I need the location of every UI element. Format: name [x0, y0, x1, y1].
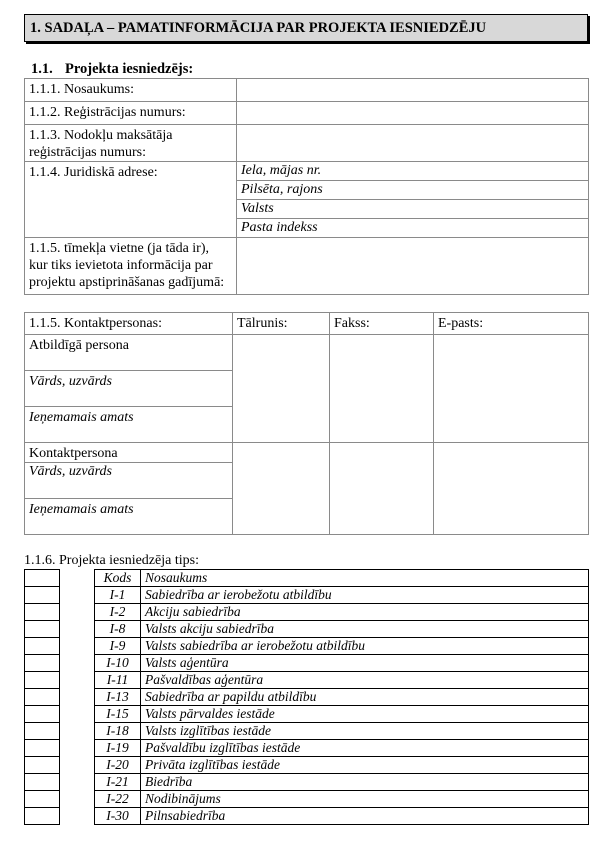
type-name: Pašvaldību izglītības iestāde — [141, 740, 589, 757]
website-field[interactable] — [237, 238, 589, 295]
type-row — [95, 621, 589, 638]
type-name: Akciju sabiedrība — [141, 604, 589, 621]
type-code: I-18 — [95, 723, 141, 740]
type-code: I-10 — [95, 655, 141, 672]
contact-email-field[interactable] — [434, 443, 589, 535]
website-label — [25, 238, 237, 295]
contact-fax-field[interactable] — [330, 443, 434, 535]
type-name: Valsts sabiedrība ar ierobežotu atbildību — [141, 638, 589, 655]
type-checkbox[interactable] — [25, 570, 60, 587]
type-code: I-22 — [95, 791, 141, 808]
type-checkbox[interactable] — [25, 655, 60, 672]
contact-phone-field[interactable] — [233, 443, 330, 535]
tax-number-label-line2: reģistrācijas numurs: — [29, 145, 147, 160]
applicant-heading-text: Projekta iesniedzējs: — [65, 61, 194, 77]
type-code: I-1 — [95, 587, 141, 604]
contact-person-title: Kontaktpersona — [25, 443, 233, 463]
applicant-type-label: 1.1.6. Projekta iesniedzēja tips: — [24, 553, 199, 568]
type-checkbox[interactable] — [25, 672, 60, 689]
type-checkbox[interactable] — [25, 723, 60, 740]
type-name: Privāta izglītības iestāde — [141, 757, 589, 774]
type-checkbox[interactable] — [25, 604, 60, 621]
type-row — [95, 757, 589, 774]
type-name: Pilnsabiedrība — [141, 808, 589, 825]
contacts-header: 1.1.5. Kontaktpersonas: — [25, 313, 233, 335]
responsible-phone-field[interactable] — [233, 335, 330, 443]
address-country-field[interactable]: Valsts — [237, 200, 589, 219]
section-title: 1. SADAĻA – PAMATINFORMĀCIJA PAR PROJEKTA IESNIEDZĒJU — [24, 14, 588, 42]
contacts-table — [24, 312, 589, 535]
responsible-name-field[interactable]: Vārds, uzvārds — [25, 371, 233, 407]
type-name: Biedrība — [141, 774, 589, 791]
address-city-field[interactable]: Pilsēta, rajons — [237, 181, 589, 200]
type-code: I-2 — [95, 604, 141, 621]
website-label-line1: 1.1.5. tīmekļa vietne (ja tāda ir), — [29, 241, 209, 256]
type-checkbox[interactable] — [25, 621, 60, 638]
fax-header: Fakss: — [330, 313, 434, 335]
tax-number-field[interactable] — [237, 125, 589, 162]
name-field[interactable] — [237, 79, 589, 102]
responsible-position-field[interactable]: Ieņemamais amats — [25, 407, 233, 443]
type-name: Nodibinājums — [141, 791, 589, 808]
type-code: I-15 — [95, 706, 141, 723]
type-row — [95, 774, 589, 791]
type-checkbox[interactable] — [25, 638, 60, 655]
type-name: Valsts pārvaldes iestāde — [141, 706, 589, 723]
type-code: I-19 — [95, 740, 141, 757]
type-checkbox[interactable] — [25, 689, 60, 706]
applicant-type-checkboxes — [24, 569, 60, 825]
phone-header: Tālrunis: — [233, 313, 330, 335]
type-checkbox[interactable] — [25, 808, 60, 825]
tax-number-label-line1: 1.1.3. Nodokļu maksātāja — [29, 128, 173, 143]
type-row — [95, 638, 589, 655]
applicant-table — [24, 78, 589, 295]
website-label-line2: kur tiks ievietota informācija par — [29, 258, 213, 273]
type-row — [95, 655, 589, 672]
type-name: Pašvaldības aģentūra — [141, 672, 589, 689]
type-name: Valsts izglītības iestāde — [141, 723, 589, 740]
name-label: 1.1.1. Nosaukums: — [25, 79, 237, 102]
type-checkbox[interactable] — [25, 774, 60, 791]
type-code: I-13 — [95, 689, 141, 706]
type-checkbox[interactable] — [25, 791, 60, 808]
address-label: 1.1.4. Juridiskā adrese: — [25, 162, 237, 238]
applicant-heading — [31, 61, 193, 78]
name-header: Nosaukums — [141, 570, 589, 587]
type-checkbox[interactable] — [25, 587, 60, 604]
tax-number-label — [25, 125, 237, 162]
type-code: I-30 — [95, 808, 141, 825]
type-row — [95, 587, 589, 604]
type-row — [95, 723, 589, 740]
applicant-type-table — [94, 569, 589, 825]
type-row — [95, 672, 589, 689]
type-row — [95, 791, 589, 808]
applicant-heading-number: 1.1. — [31, 61, 53, 77]
address-postcode-field[interactable]: Pasta indekss — [237, 219, 589, 238]
type-checkbox[interactable] — [25, 757, 60, 774]
responsible-person-title: Atbildīgā persona — [25, 335, 233, 371]
type-code: I-21 — [95, 774, 141, 791]
type-name: Valsts akciju sabiedrība — [141, 621, 589, 638]
reg-number-label: 1.1.2. Reģistrācijas numurs: — [25, 102, 237, 125]
type-row — [95, 689, 589, 706]
type-name: Sabiedrība ar papildu atbildību — [141, 689, 589, 706]
type-row — [95, 604, 589, 621]
type-code: I-9 — [95, 638, 141, 655]
contact-name-field[interactable]: Vārds, uzvārds — [25, 463, 233, 499]
responsible-fax-field[interactable] — [330, 335, 434, 443]
email-header: E-pasts: — [434, 313, 589, 335]
reg-number-field[interactable] — [237, 102, 589, 125]
website-label-line3: projektu apstiprināšanas gadījumā: — [29, 275, 225, 290]
type-code: I-8 — [95, 621, 141, 638]
type-code: I-20 — [95, 757, 141, 774]
type-row — [95, 808, 589, 825]
code-header: Kods — [95, 570, 141, 587]
type-checkbox[interactable] — [25, 740, 60, 757]
type-code: I-11 — [95, 672, 141, 689]
type-row — [95, 740, 589, 757]
type-name: Valsts aģentūra — [141, 655, 589, 672]
type-checkbox[interactable] — [25, 706, 60, 723]
address-street-field[interactable]: Iela, mājas nr. — [237, 162, 589, 181]
type-name: Sabiedrība ar ierobežotu atbildību — [141, 587, 589, 604]
type-row — [95, 706, 589, 723]
responsible-email-field[interactable] — [434, 335, 589, 443]
contact-position-field[interactable]: Ieņemamais amats — [25, 499, 233, 535]
